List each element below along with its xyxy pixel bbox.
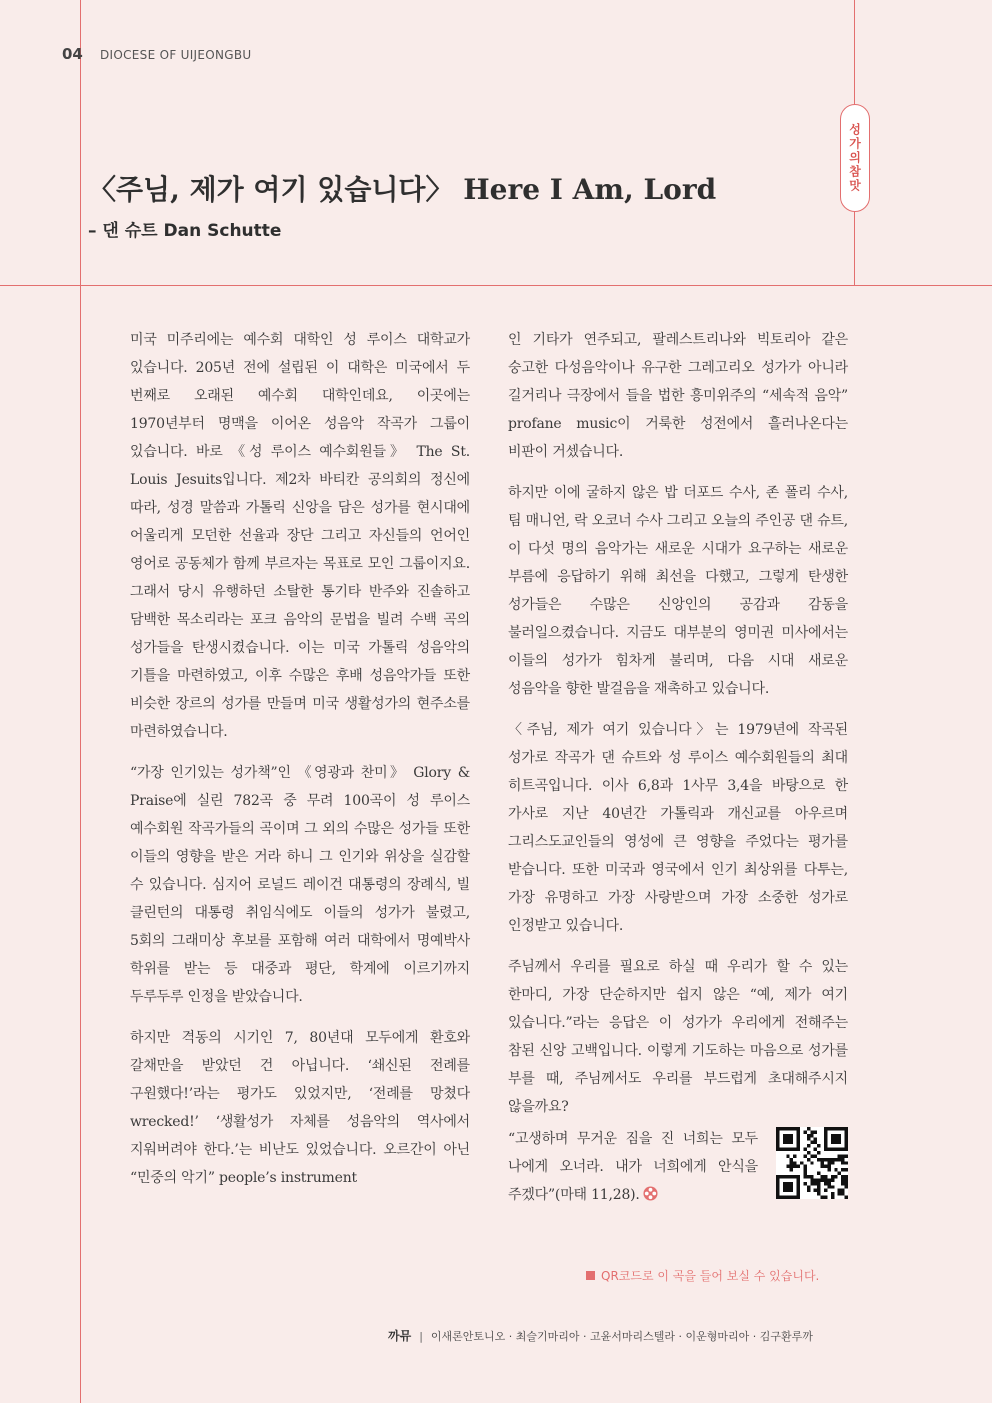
paragraph: 하지만 이에 굴하지 않은 밥 더포드 수사, 존 폴리 수사, 팀 매니언, 락 오코너 수사 그리고 오늘의 주인공 댄 슈트, 이 다섯 명의 음악가는 새로운 시대가 요구하는 새로운 부름에 응답하기 위해 최선을 다했고, 그렇게 탄생한 성가들은 수많은 신앙인의 공감과 감동을 불러일으켰습니다. 지금도 대부분의 영미권 미사에서는 이들의 성가가 힘차게 불리며, 다음 시대 새로운 성음악을 향한 발걸음을 재촉하고 있습니다. [508,485,848,697]
flower-icon [643,1183,658,1198]
paragraph: “가장 인기있는 성가책”인 《영광과 찬미》 Glory & Praise에 실린 782곡 중 무려 100곡이 성 루이스 예수회원 작곡가들의 곡이며 그 외의 수많은 성가들 또한 이들의 영향을 받은 거라 하니 그 인기와 위상을 실감할 수 있습니다. 심지어 로널드 레이건 대통령의 장례식, 빌 클린턴의 대통령 취임식에도 이들의 성가가 불렸고, 5회의 그래미상 후보를 포함해 여러 대학에서 명예박사 학위를 받는 등 대중과 평단, 학계에 이르기까지 두루두루 인정을 받았습니다. [130,765,470,1005]
right-column [508,326,848,1222]
magazine-name: DIOCESE OF UIJEONGBU [99,48,252,62]
article-title: 〈주님, 제가 여기 있습니다〉 Here I Am, Lord [88,173,717,206]
paragraph: 하지만 격동의 시기인 7, 80년대 모두에게 환호와 갈채만을 받았던 건 아닙니다. ‘쇄신된 전례를 구원했다!’라는 평가도 있었지만, ‘전례를 망쳤다 wrecked!’ ‘생활성가 자체를 성음악의 역사에서 지워버려야 한다.’는 비난도 있었습니다. 오르간이 아닌 “민중의 악기” people’s instrument [130,1030,470,1186]
closing-quote-text: “고생하며 무거운 짐을 진 너희는 모두 나에게 오너라. 내가 너희에게 안식을 주겠다”(마태 11,28). [508,1131,758,1203]
footer-separator: | [419,1330,423,1343]
closing-block [508,1125,848,1209]
header-divider [0,285,992,286]
qr-note [586,1267,819,1284]
footer-names: 이새론안토니오 · 최슬기마리아 · 고윤서마리스텔라 · 이운형마리아 · 김구환루까 [430,1330,813,1343]
paragraph: 〈주님, 제가 여기 있습니다〉는 1979년에 작곡된 성가로 작곡가 댄 슈트와 성 루이스 예수회원들의 최대 히트곡입니다. 이사 6,8과 1사무 3,4을 바탕으로 한 가사로 지난 40년간 가톨릭과 개신교를 아우르며 그리스도교인들의 영성에 큰 영향을 주었다는 평가를 받습니다. 또한 미국과 영국에서 인기 최상위를 다투는, 가장 유명하고 가장 사랑받으며 가장 소중한 성가로 인정받고 있습니다. [508,722,848,934]
square-bullet-icon [586,1271,595,1280]
qr-note-text: QR코드로 이 곡을 들어 보실 수 있습니다. [601,1269,820,1283]
footer-credits [388,1327,848,1344]
paragraph: 미국 미주리에는 예수회 대학인 성 루이스 대학교가 있습니다. 205년 전에 설립된 이 대학은 미국에서 두 번째로 오래된 예수회 대학인데요, 이곳에는 1970년부터 명맥을 이어온 성음악 작곡가 그룹이 있습니다. 바로 《성 루이스 예수회원들》 The St. Louis Jesuits입니다. 제2차 바티칸 공의회의 정신에 따라, 성경 말씀과 가톨릭 신앙을 담은 성가를 현시대에 어울리게 모던한 선율과 장단 그리고 자신들의 언어인 영어로 공동체가 함께 부르자는 목표로 모인 그룹이지요. 그래서 당시 유행하던 소탈한 통기타 반주와 진솔하고 담백한 목소리라는 포크 음악의 문법을 빌려 수백 곡의 성가들을 탄생시켰습니다. 이는 미국 가톨릭 성음악의 기틀을 마련하였고, 이후 수많은 후배 성음악가들 또한 비슷한 장르의 성가를 만들며 미국 생활성가의 현주소를 마련하였습니다. [130,332,470,740]
section-tab [840,104,870,212]
qr-code-icon[interactable] [776,1127,848,1199]
left-column [130,326,470,1205]
section-tab-label: 성가의참맛 [847,123,862,193]
page-header [62,44,252,63]
closing-quote [508,1125,758,1209]
paragraph: 주님께서 우리를 필요로 하실 때 우리가 할 수 있는 한마디, 가장 단순하지만 쉽지 않은 “예, 제가 여기 있습니다.”라는 응답은 이 성가가 우리에게 전해주는 참된 신앙 고백입니다. 이렇게 기도하는 마음으로 성가를 부를 때, 주님께서도 우리를 부드럽게 초대해주시지 않을까요? [508,959,848,1115]
footer-label: 까뮤 [388,1329,412,1343]
article-subtitle: – 댄 슈트 Dan Schutte [88,221,282,241]
left-margin-rule [80,0,81,1403]
page-number: 04 [62,45,83,63]
paragraph: 인 기타가 연주되고, 팔레스트리나와 빅토리아 같은 숭고한 다성음악이나 유구한 그레고리오 성가가 아니라 길거리나 극장에서 들을 법한 흥미위주의 “세속적 음악” profane music이 거룩한 성전에서 흘러나온다는 비판이 거셌습니다. [508,332,848,460]
